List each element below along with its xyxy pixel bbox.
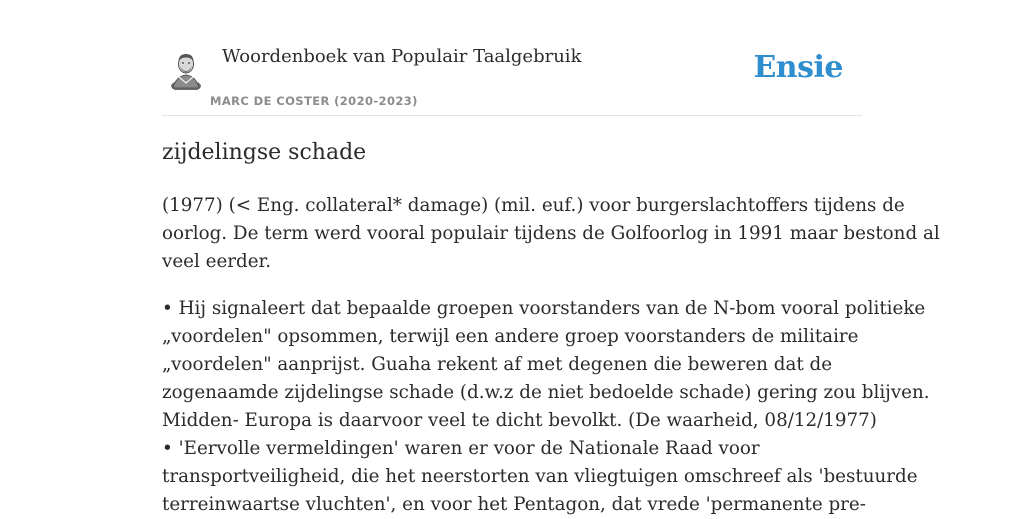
book-title[interactable]: Woordenboek van Populair Taalgebruik <box>222 46 582 67</box>
definition-line: veel eerder. <box>162 251 272 272</box>
quote-line: zogenaamde zijdelingse schade (d.w.z de niet bedoelde schade) gering zou blijven. <box>162 382 930 403</box>
author-name[interactable]: MARC DE COSTER (2020-2023) <box>210 94 418 108</box>
entry-definition <box>162 192 940 276</box>
ensie-logo-link[interactable]: Ensie <box>753 50 843 85</box>
definition-line: oorlog. De term werd vooral populair tijdens de Golfoorlog in 1991 maar bestond al <box>162 223 940 244</box>
quote-line: • Hij signaleert dat bepaalde groepen voorstanders van de N-bom vooral politieke <box>162 298 926 319</box>
quote-line: Midden- Europa is daarvoor veel te dicht bevolkt. (De waarheid, 08/12/1977) <box>162 410 877 431</box>
quote-line: • 'Eervolle vermeldingen' waren er voor de Nationale Raad voor <box>162 438 760 459</box>
page <box>162 0 940 515</box>
entry-title: zijdelingse schade <box>162 140 367 165</box>
quote-line: transportveiligheid, die het neerstorten van vliegtuigen omschreef als 'bestuurde <box>162 466 918 487</box>
author-portrait-icon[interactable] <box>168 50 204 90</box>
header <box>162 0 862 116</box>
entry-quotes <box>162 295 930 519</box>
quote-line: „voordelen" aanprijst. Guaha rekent af met degenen die beweren dat de <box>162 354 833 375</box>
quote-line: „voordelen" opsommen, terwijl een andere groep voorstanders de militaire <box>162 326 859 347</box>
definition-line: (1977) (< Eng. collateral* damage) (mil. euf.) voor burgerslachtoffers tijdens de <box>162 195 905 216</box>
quote-line: terreinwaartse vluchten', en voor het Pentagon, dat vrede 'permanente pre- <box>162 494 866 515</box>
